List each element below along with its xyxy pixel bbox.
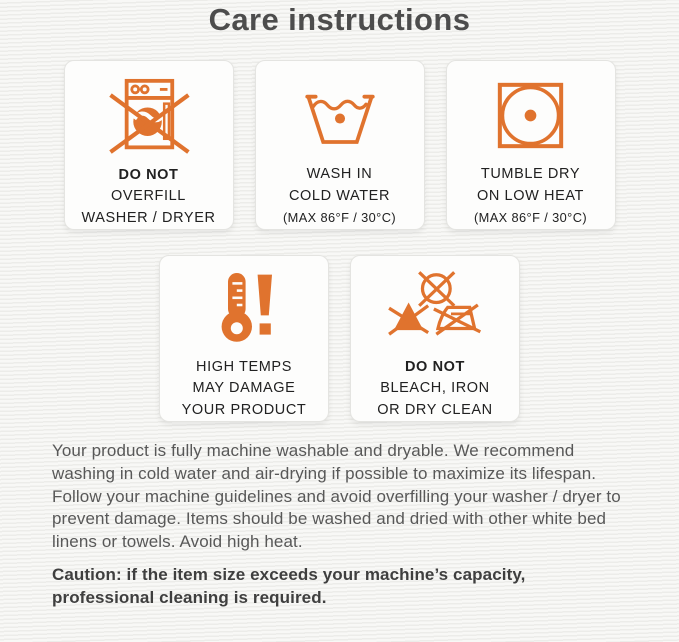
body-paragraph: Your product is fully machine washable and dryable. We recommend washing in cold water and air-drying if possible to maximize its lifespan. Follow your machine guidelines and avoid overfilling your washer / dryer to prevent damage. Items should be washed and dried with other white bed linens or towels. Avoid high heat. [52, 441, 621, 552]
card-label-line: MAY DAMAGE [192, 380, 296, 396]
card-label-line: DO NOT [118, 166, 179, 183]
card-do-not-overfill [64, 60, 234, 230]
card-label [81, 165, 215, 230]
card-high-temps-warning [159, 255, 329, 422]
card-tumble-dry-low [446, 60, 616, 230]
card-label-line: BLEACH, IRON [380, 380, 490, 396]
card-row-top [0, 60, 679, 230]
card-label [474, 164, 587, 229]
card-label-line: COLD WATER [288, 187, 391, 204]
card-label-line: OR DRY CLEAN [377, 401, 493, 418]
card-label-line: YOUR PRODUCT [181, 401, 307, 418]
high-temps-warning-icon [160, 266, 328, 353]
card-label-line: DO NOT [404, 358, 465, 375]
card-label [377, 357, 492, 422]
card-label-line: HIGH TEMPS [196, 358, 292, 375]
card-label-line: WASH IN [306, 166, 373, 182]
card-label-note: (MAX 86°F / 30°C) [473, 210, 588, 225]
caution-text: Caution: if the item size exceeds your machine’s capacity, professional cleaning is required. [52, 564, 526, 608]
wash-cold-water-icon [256, 71, 424, 160]
card-label-line: OVERFILL [111, 188, 186, 204]
do-not-bleach-iron-dryclean-icon [351, 266, 519, 353]
card-label [283, 164, 396, 229]
card-row-bottom [0, 255, 679, 422]
card-label-note: (MAX 86°F / 30°C) [282, 210, 397, 225]
do-not-overfill-washer-icon [65, 71, 233, 161]
card-label [182, 357, 307, 422]
card-wash-cold-water [255, 60, 425, 230]
tumble-dry-low-icon [447, 71, 615, 160]
card-label-line: WASHER / DRYER [81, 209, 216, 226]
page-title: Care instructions [208, 2, 471, 37]
card-do-not-bleach-iron-dryclean [350, 255, 520, 422]
card-label-line: ON LOW HEAT [476, 187, 584, 204]
card-label-line: TUMBLE DRY [480, 166, 581, 182]
